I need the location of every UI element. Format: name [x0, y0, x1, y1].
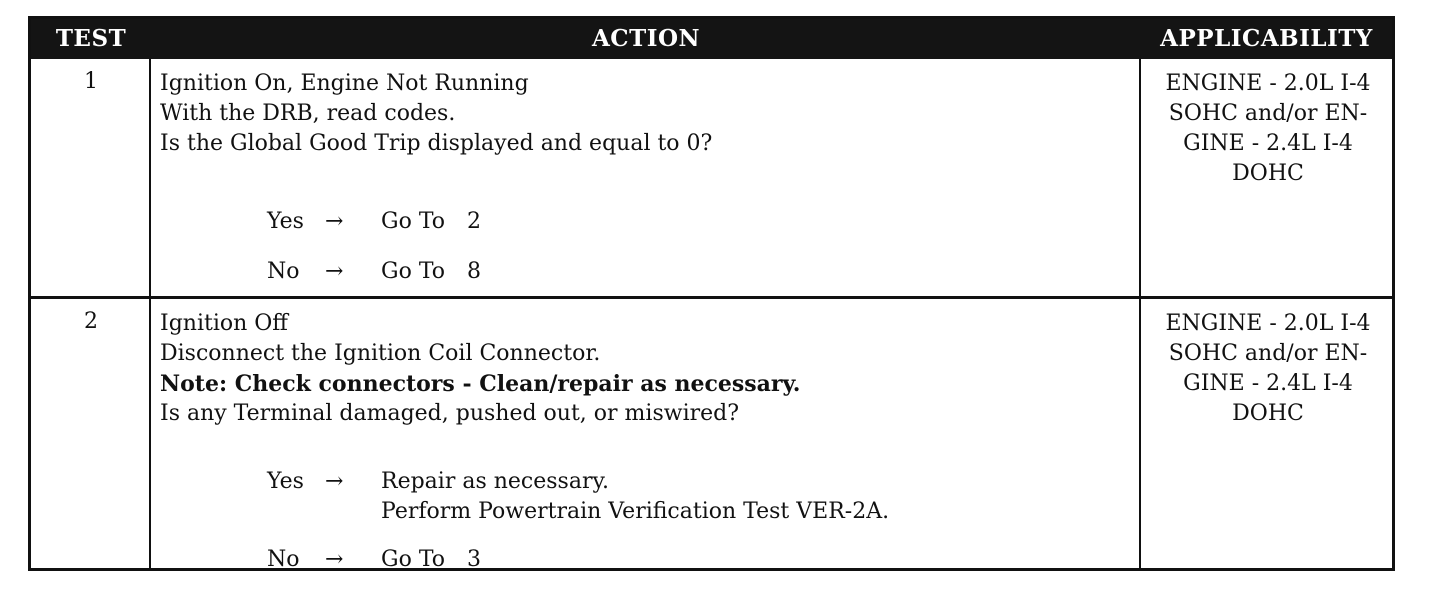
- arrow-icon: →: [325, 259, 344, 284]
- applicability-line: ENGINE - 2.0L I-4: [1165, 311, 1371, 336]
- header-test: TEST: [55, 25, 127, 52]
- applicability-line: GINE - 2.4L I-4: [1183, 371, 1353, 396]
- answer-yes: Yes: [267, 209, 304, 234]
- yes-branch: [267, 467, 889, 527]
- go-to-target: 2: [467, 209, 482, 234]
- action-line: Disconnect the Ignition Coil Connector.: [160, 341, 601, 366]
- go-to-label: Go To: [381, 259, 446, 284]
- action-text: [160, 309, 1130, 429]
- applicability-text: [1143, 309, 1393, 429]
- arrow-icon: →: [325, 209, 344, 234]
- no-branch: [267, 257, 481, 287]
- go-to-target: 8: [467, 259, 482, 284]
- no-branch: [267, 545, 481, 575]
- action-text: [160, 69, 1130, 159]
- arrow-icon: →: [325, 469, 344, 494]
- applicability-line: ENGINE - 2.0L I-4: [1165, 71, 1371, 96]
- answer-no: No: [267, 547, 300, 572]
- header-action: ACTION: [591, 25, 701, 52]
- arrow-icon: →: [325, 547, 344, 572]
- applicability-line: DOHC: [1232, 401, 1304, 426]
- go-to-target: 3: [467, 547, 482, 572]
- yes-instruction: Repair as necessary.: [381, 469, 609, 494]
- answer-yes: Yes: [267, 469, 304, 494]
- action-line: Ignition Off: [160, 311, 288, 336]
- header-applicability: APPLICABILITY: [1160, 25, 1373, 52]
- action-line: Ignition On, Engine Not Running: [160, 71, 529, 96]
- yes-branch: [267, 207, 481, 237]
- table-row: [31, 299, 1392, 572]
- table-header: [31, 19, 1392, 59]
- answer-no: No: [267, 259, 300, 284]
- test-number: 2: [84, 309, 98, 334]
- yes-instruction: Perform Powertrain Verification Test VER-2A.: [381, 499, 890, 524]
- action-note: Note: Check connectors - Clean/repair as necessary.: [160, 371, 801, 397]
- diagnostic-test-table: [28, 16, 1395, 571]
- test-number: 1: [84, 69, 98, 94]
- applicability-line: DOHC: [1232, 161, 1304, 186]
- go-to-label: Go To: [381, 209, 446, 234]
- applicability-text: [1143, 69, 1393, 189]
- applicability-line: SOHC and/or EN-: [1168, 101, 1368, 126]
- action-line: Is the Global Good Trip displayed and equal to 0?: [160, 131, 713, 156]
- applicability-line: GINE - 2.4L I-4: [1183, 131, 1353, 156]
- action-line: With the DRB, read codes.: [160, 101, 456, 126]
- applicability-line: SOHC and/or EN-: [1168, 341, 1368, 366]
- action-line: Is any Terminal damaged, pushed out, or miswired?: [160, 401, 740, 426]
- go-to-label: Go To: [381, 547, 446, 572]
- table-row: [31, 59, 1392, 297]
